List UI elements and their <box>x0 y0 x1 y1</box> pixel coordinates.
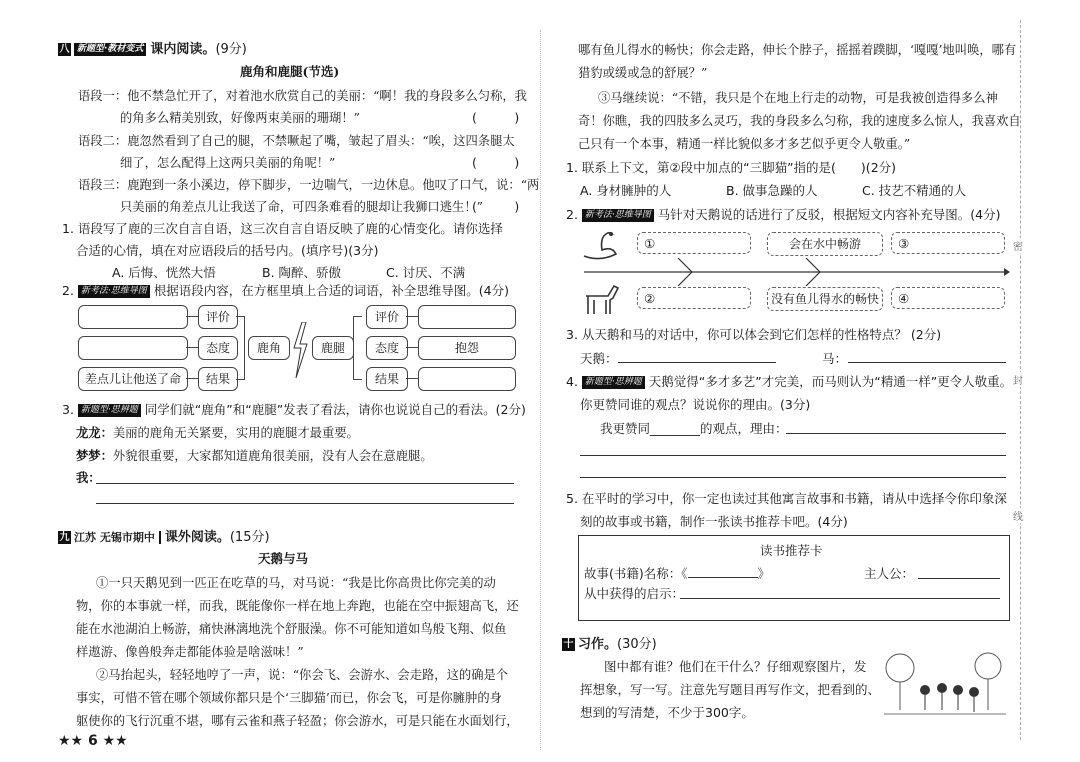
question-1-line-1: 1. 语段写了鹿的三次自言自语，这三次自言自语反映了鹿的心情变化。请你选择 <box>62 221 503 236</box>
label-result-right: 结果 <box>366 367 408 391</box>
mengmeng-label: 梦梦： <box>76 448 113 463</box>
passage-title: 鹿角和鹿腿(节选) <box>240 64 340 79</box>
rq4-number: 4. <box>566 374 582 389</box>
chart-box-3[interactable]: ③ <box>891 232 1005 254</box>
horse-answer-line[interactable] <box>848 362 1006 363</box>
p1-line-2: 物，你的本事就一样，而我，既能像你一样在地上奔跑，也能在空中振翅高飞，还 <box>76 599 519 613</box>
segment-3-line-1: 语段三：鹿跑到一条小溪边，停下脚步，一边喘气，一边休息。他叹了口气，说：“两 <box>78 178 540 192</box>
q2-text: 根据语段内容，在方框里填上合适的词语，补全思维导图。(4分) <box>153 283 509 298</box>
label-attitude-right: 态度 <box>366 336 408 360</box>
binding-char-3: 线 <box>1013 508 1023 523</box>
section-number: 十 <box>563 639 574 650</box>
antler-node: 鹿角 <box>248 336 290 360</box>
children-playing-illustration <box>880 650 1010 722</box>
section-score: (30分) <box>617 637 657 652</box>
blank-box-result-right[interactable] <box>418 367 516 391</box>
card-name-suffix: 》 <box>757 566 771 581</box>
label-attitude-left: 态度 <box>198 336 238 360</box>
p3-line-2: 奇！你瞧，我的四肢多么灵巧，我的身段多么匀称，我的速度多么惊人，我喜欢自 <box>578 114 1021 128</box>
label-eval-right: 评价 <box>366 305 408 329</box>
segment-2-line-1: 语段二：鹿忽然看到了自己的腿，不禁噘起了嘴，皱起了眉头：“唉，这四条腿太 <box>78 134 515 148</box>
question-3 <box>62 400 526 418</box>
card-hero-label: 主人公： <box>864 566 915 581</box>
card-hero-blank[interactable] <box>918 578 1000 579</box>
section-title: 课内阅读。 <box>150 42 216 57</box>
longlong-text: 美丽的鹿角无关紧要，实用的鹿腿才最重要。 <box>112 426 359 440</box>
passage-2-title: 天鹅与马 <box>258 551 309 566</box>
card-name-label <box>584 564 770 582</box>
card-name-prefix: 故事(书籍)名称：《 <box>584 566 688 581</box>
swan-answer-line[interactable] <box>618 362 776 363</box>
connector <box>186 378 198 379</box>
answer-line[interactable] <box>786 433 1006 434</box>
chart-box-4[interactable]: ② <box>637 287 751 309</box>
p2-line-3: 躯使你的飞行沉重不堪，哪有云雀和燕子轻盈；你会游水，可是只能在水面划行， <box>76 714 519 728</box>
section-title: 课外阅读。 <box>164 530 230 545</box>
source-tag: 江苏 无锡市期中 <box>74 531 161 544</box>
rq4-text: 天鹅觉得“多才多艺”才完美，而马则认为“精通一样”更令人敬重。 <box>648 374 1013 389</box>
chart-box-5: 没有鱼儿得水的畅快 <box>767 287 883 311</box>
longlong-label: 龙龙： <box>76 425 113 440</box>
option-b: B. 陶醉、骄傲 <box>262 265 342 280</box>
q3-text: 同学们就“鹿角”和“鹿腿”发表了看法，请你也说说自己的看法。(2分) <box>144 402 526 417</box>
r-option-b: B. 做事急躁的人 <box>726 183 818 198</box>
new-type-tag: 新题型·教材变式 <box>74 43 146 56</box>
page-number: ★★ 6 ★★ <box>58 733 128 749</box>
section-number: 八 <box>59 44 70 55</box>
rq2-text: 马针对天鹅说的话进行了反驳，根据短文内容补充导图。(4分) <box>657 207 1001 222</box>
r-question-2 <box>566 205 1001 223</box>
p2-cont-line-1: 哪有鱼儿得水的畅快；你会走路，伸长个脖子，摇摇着蹼脚，‘嘎嘎’地叫唤，哪有 <box>578 43 1017 57</box>
connector <box>186 316 198 317</box>
section-9-header <box>58 526 270 545</box>
bracket-left <box>236 316 245 380</box>
section-score: (9分) <box>215 42 247 57</box>
chart-box-6[interactable]: ④ <box>891 287 1005 309</box>
option-a: A. 后悔、恍然大悟 <box>112 265 216 280</box>
answer-line[interactable] <box>580 455 1006 456</box>
chart-box-1[interactable]: ① <box>637 232 751 254</box>
rq4-tag: 新题型·思辨题 <box>582 376 645 389</box>
me-label: 我： <box>76 470 101 485</box>
connector <box>186 347 198 348</box>
left-result-box: 差点儿让他送了命 <box>78 367 188 391</box>
q3-tag: 新题型·思辨题 <box>78 404 141 417</box>
label-result-left: 结果 <box>198 367 238 391</box>
q2-tag: 新考法·思维导图 <box>78 285 150 298</box>
r-question-4-prompt: 我更赞同________的观点，理由： <box>600 421 788 436</box>
p1-line-4: 样遨游、像兽般奔走都能体验是啥滋味！” <box>76 645 304 659</box>
p3-line-3: 己只有一个本事，精通一样比貌似多才多艺似乎更令人敬重。” <box>578 137 911 151</box>
blank-box-eval-right[interactable] <box>418 305 516 329</box>
section-title: 习作。 <box>578 637 618 652</box>
section-10-header <box>562 633 657 652</box>
connector <box>406 347 418 348</box>
r-question-3: 3. 从天鹅和马的对话中，你可以体会到它们怎样的性格特点？ (2分) <box>566 327 942 342</box>
p2-line-1: ②马抬起头，轻轻地哼了一声，说：“你会飞、会游水、会走路，这的确是个 <box>96 668 509 682</box>
rq2-tag: 新考法·思维导图 <box>582 209 654 222</box>
label-eval-left: 评价 <box>198 305 238 329</box>
answer-line[interactable] <box>96 483 514 484</box>
p3-line-1: ③马继续说：“不错，我只是个在地上行走的动物，可是我被创造得多么神 <box>598 91 998 105</box>
essay-line-2: 挥想象，写一写。注意先写题目再写作文，把看到的、 <box>580 682 881 697</box>
r-question-5-line-2: 刻的故事或书籍，制作一张读书推荐卡吧。(4分) <box>580 514 848 529</box>
essay-line-3: 想到的写清楚，不少于300字。 <box>580 705 754 720</box>
r-option-a: A. 身材臃肿的人 <box>580 183 672 198</box>
q3-number: 3. <box>62 402 78 417</box>
mengmeng-opinion <box>76 446 433 464</box>
card-insight-label: 从中获得的启示： <box>584 586 685 601</box>
swan-label: 天鹅： <box>580 351 618 366</box>
r-question-4-line-2: 你更赞同谁的观点？说说你的理由。(3分) <box>580 397 811 412</box>
segment-1-line-1: 语段一：他不禁急忙开了，对着池水欣赏自己的美丽：“啊！我的身段多么匀称，我 <box>78 89 527 103</box>
section-number: 九 <box>59 532 70 543</box>
r-option-c: C. 技艺不精通的人 <box>862 183 967 198</box>
binding-char-2: 封 <box>1013 372 1023 387</box>
section-score: (15分) <box>229 530 270 545</box>
leg-node: 鹿腿 <box>312 336 354 360</box>
page-divider <box>540 30 541 750</box>
r-question-4 <box>566 372 1012 390</box>
chart-box-2: 会在水中畅游 <box>767 232 883 256</box>
card-insight-blank[interactable] <box>680 598 1000 599</box>
r-question-1: 1. 联系上下文，第②段中加点的“三脚猫”指的是( )(2分) <box>566 160 897 175</box>
answer-paren-3[interactable]: ( ) <box>472 199 520 214</box>
bracket-right <box>353 316 362 380</box>
segment-3-line-2: 只美丽的角差点儿让我送了命，可四条难看的腿却让我狮口逃生！” <box>120 200 483 214</box>
answer-line[interactable] <box>96 503 514 504</box>
connector <box>406 378 418 379</box>
p1-line-1: ①一只天鹅见到一匹正在吃草的马，对马说：“我是比你高贵比你完美的动 <box>96 576 496 590</box>
right-attitude-box: 抱怨 <box>418 336 516 360</box>
essay-line-1: 图中都有谁？他们在干什么？仔细观察图片，发 <box>604 659 867 674</box>
option-c: C. 讨厌、不满 <box>386 265 466 280</box>
section-8-header <box>58 38 247 57</box>
connector <box>406 316 418 317</box>
binding-char-1: 密 <box>1013 238 1023 253</box>
page-number-value: 6 <box>87 733 98 749</box>
question-2 <box>62 281 509 299</box>
segment-2-line-2: 细了，怎么配得上这两只美丽的角呢！” <box>120 156 336 170</box>
card-title: 读书推荐卡 <box>760 543 823 558</box>
chart-arrow <box>584 258 1010 286</box>
question-1-line-2: 合适的心情，填在对应语段后的括号内。(填序号)(3分) <box>76 243 379 258</box>
blank-box-eval-left[interactable] <box>78 305 188 329</box>
mengmeng-text: 外貌很重要，大家都知道鹿角很美丽，没有人会在意鹿腿。 <box>112 449 433 463</box>
q2-number: 2. <box>62 283 78 298</box>
r-question-5-line-1: 5. 在平时的学习中，你一定也读过其他寓言故事和书籍，请从中选择令你印象深 <box>566 491 1007 506</box>
lightning-icon <box>290 322 310 378</box>
segment-1-line-2: 的角多么精美别致，好像两束美丽的珊瑚！” <box>120 111 360 125</box>
answer-line[interactable] <box>580 477 1006 478</box>
horse-label: 马： <box>822 351 848 366</box>
answer-paren-2[interactable]: ( ) <box>472 155 520 170</box>
longlong-opinion <box>76 423 359 441</box>
blank-box-attitude-left[interactable] <box>78 336 188 360</box>
p2-line-2: 事实，可惜不管在哪个领域你都只是个‘三脚猫’而已，你会飞，可是你臃肿的身 <box>76 691 502 705</box>
answer-paren-1[interactable]: ( ) <box>472 110 520 125</box>
p2-cont-line-2: 猎豹或缓或急的舒展？” <box>578 66 708 80</box>
p1-line-3: 能在水池湖泊上畅游，痛快淋漓地洗个舒服澡。你不可能知道如鸟般飞翔、似鱼 <box>76 622 507 636</box>
card-name-blank[interactable] <box>688 577 758 578</box>
rq2-number: 2. <box>566 207 582 222</box>
